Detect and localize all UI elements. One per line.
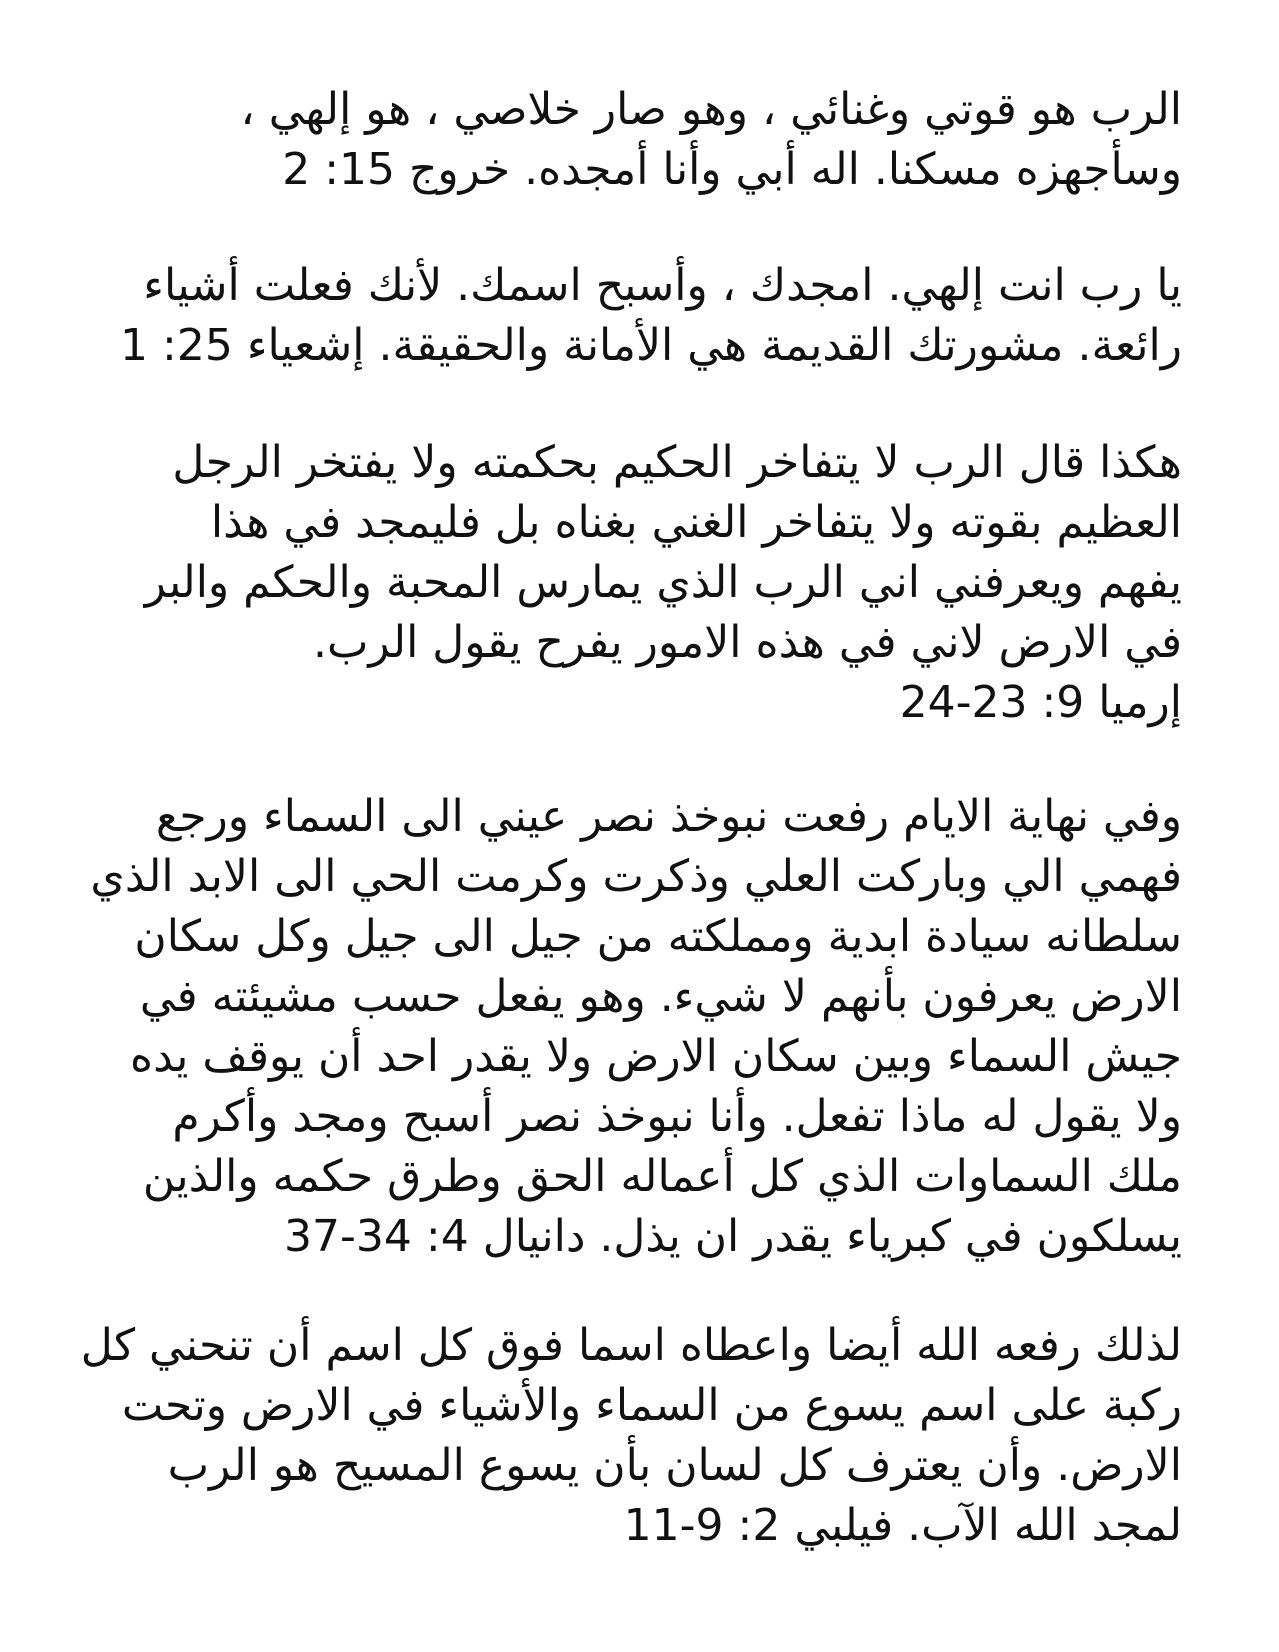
text-line: سلطانه سيادة ابدية ومملكته من جيل الى جيل وكل سكان <box>134 911 1182 962</box>
text-line: ركبة على اسم يسوع من السماء والأشياء في الارض وتحت <box>121 1380 1182 1431</box>
text-line: ملك السماوات الذي كل أعماله الحق وطرق حكمه والذين <box>142 1151 1182 1202</box>
text-line: رائعة. مشورتك القديمة هي الأمانة والحقيقة. إشعياء 25: 1 <box>120 320 1182 371</box>
text-line: يا رب انت إلهي. امجدك ، وأسبح اسمك. لأنك فعلت أشياء <box>143 260 1182 311</box>
text-line: هكذا قال الرب لا يتفاخر الحكيم بحكمته ولا يفتخر الرجل <box>172 437 1182 488</box>
passage-isaiah <box>80 256 1182 376</box>
text-line: يسلكون في كبرياء يقدر ان يذل. دانيال 4: 34-37 <box>284 1211 1182 1262</box>
passage-jeremiah <box>80 433 1182 733</box>
text-line: لذلك رفعه الله أيضا واعطاه اسما فوق كل اسم أن تنحني كل <box>80 1320 1182 1371</box>
text-line: الارض. وأن يعترف كل لسان بأن يسوع المسيح هو الرب <box>167 1440 1182 1491</box>
text-line: في الارض لاني في هذه الامور يفرح يقول الرب. <box>313 617 1182 668</box>
text-line: ولا يقول له ماذا تفعل. وأنا نبوخذ نصر أسبح ومجد وأكرم <box>172 1091 1182 1142</box>
passage-exodus <box>80 80 1182 200</box>
text-line: يفهم ويعرفني اني الرب الذي يمارس المحبة والحكم والبر <box>144 557 1182 608</box>
text-line: وسأجهزه مسكنا. اله أبي وأنا أمجده. خروج 15: 2 <box>282 144 1182 195</box>
text-line: لمجد الله الآب. فيلبي 2: 9-11 <box>623 1500 1182 1551</box>
passage-philippians <box>80 1316 1182 1556</box>
text-line: إرميا 9: 23-24 <box>899 677 1182 728</box>
text-line: فهمي الي وباركت العلي وذكرت وكرمت الحي الى الابد الذي <box>90 851 1182 902</box>
text-line: الارض يعرفون بأنهم لا شيء. وهو يفعل حسب مشيئته في <box>139 971 1182 1022</box>
text-line: العظيم بقوته ولا يتفاخر الغني بغناه بل فليمجد في هذا <box>210 497 1182 548</box>
text-line: الرب هو قوتي وغنائي ، وهو صار خلاصي ، هو إلهي ، <box>240 84 1182 135</box>
passage-daniel <box>80 787 1182 1267</box>
text-line: وفي نهاية الايام رفعت نبوخذ نصر عيني الى السماء ورجع <box>155 791 1182 842</box>
text-line: جيش السماء وبين سكان الارض ولا يقدر احد أن يوقف يده <box>130 1031 1182 1082</box>
